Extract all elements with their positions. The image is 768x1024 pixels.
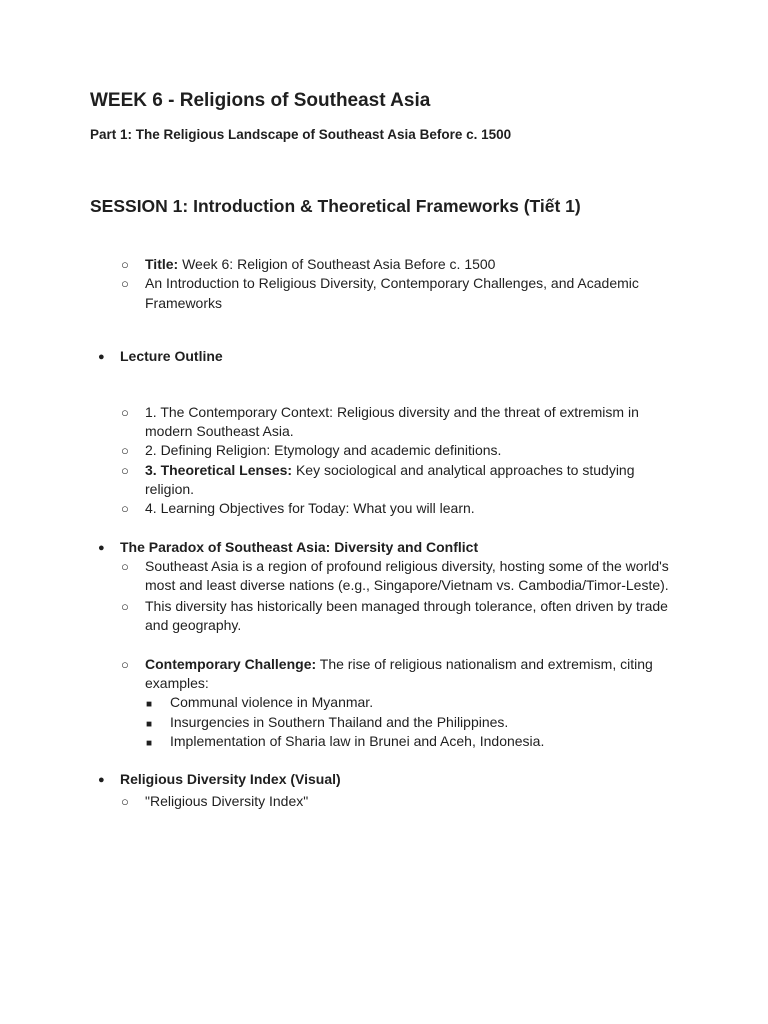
disc-bullet-icon: ●: [98, 774, 105, 786]
outline-heading: Lecture Outline: [120, 348, 223, 364]
document-title: WEEK 6 - Religions of Southeast Asia: [90, 90, 431, 111]
circle-bullet-icon: ○: [121, 463, 129, 478]
example-item: Insurgencies in Southern Thailand and the Philippines.: [170, 714, 509, 730]
paradox-p2-line-2: and geography.: [145, 617, 242, 633]
paradox-p1-line-2: most and least diverse nations (e.g., Singapore/Vietnam vs. Cambodia/Timor-Leste).: [145, 577, 669, 593]
circle-bullet-icon: ○: [121, 657, 129, 672]
circle-bullet-icon: ○: [121, 257, 129, 272]
disc-bullet-icon: ●: [98, 351, 105, 363]
intro-title-label: Title:: [145, 256, 179, 272]
outline-item-3-line-1: 3. Theoretical Lenses: Key sociological and analytical approaches to studying: [145, 462, 635, 478]
circle-bullet-icon: ○: [121, 443, 129, 458]
challenge-line-2: examples:: [145, 675, 209, 691]
intro-title-value: Week 6: Religion of Southeast Asia Before c. 1500: [178, 256, 496, 272]
example-item: Implementation of Sharia law in Brunei and Aceh, Indonesia.: [170, 733, 545, 749]
intro-subtitle-line-1: An Introduction to Religious Diversity, Contemporary Challenges, and Academic: [145, 275, 639, 291]
outline-item-1-line-2: modern Southeast Asia.: [145, 423, 294, 439]
circle-bullet-icon: ○: [121, 559, 129, 574]
index-item: "Religious Diversity Index": [145, 793, 309, 809]
square-bullet-icon: ■: [146, 738, 153, 749]
part-heading: Part 1: The Religious Landscape of Southeast Asia Before c. 1500: [90, 127, 512, 142]
paradox-heading: The Paradox of Southeast Asia: Diversity and Conflict: [120, 539, 479, 555]
outline-item-3-label: 3. Theoretical Lenses:: [145, 462, 293, 478]
index-heading: Religious Diversity Index (Visual): [120, 771, 341, 787]
outline-item-3-line-2: religion.: [145, 481, 195, 497]
circle-bullet-icon: ○: [121, 501, 129, 516]
paradox-p2-line-1: This diversity has historically been managed through tolerance, often driven by trade: [145, 598, 668, 614]
outline-item-4: 4. Learning Objectives for Today: What you will learn.: [145, 500, 475, 516]
session-heading: SESSION 1: Introduction & Theoretical Frameworks (Tiết 1): [90, 196, 581, 216]
square-bullet-icon: ■: [146, 719, 153, 730]
intro-subtitle-line-2: Frameworks: [145, 295, 223, 311]
challenge-line-1: Contemporary Challenge: The rise of religious nationalism and extremism, citing: [145, 656, 653, 672]
circle-bullet-icon: ○: [121, 599, 129, 614]
circle-bullet-icon: ○: [121, 794, 129, 809]
disc-bullet-icon: ●: [98, 542, 105, 554]
square-bullet-icon: ■: [146, 699, 153, 710]
circle-bullet-icon: ○: [121, 276, 129, 291]
outline-item-2: 2. Defining Religion: Etymology and academic definitions.: [145, 442, 502, 458]
circle-bullet-icon: ○: [121, 405, 129, 420]
example-item: Communal violence in Myanmar.: [170, 694, 374, 710]
intro-title-line: [145, 255, 495, 275]
challenge-label: Contemporary Challenge:: [145, 656, 317, 672]
paradox-p1-line-1: Southeast Asia is a region of profound religious diversity, hosting some of the world's: [145, 558, 669, 574]
outline-item-1-line-1: 1. The Contemporary Context: Religious diversity and the threat of extremism in: [145, 404, 639, 420]
